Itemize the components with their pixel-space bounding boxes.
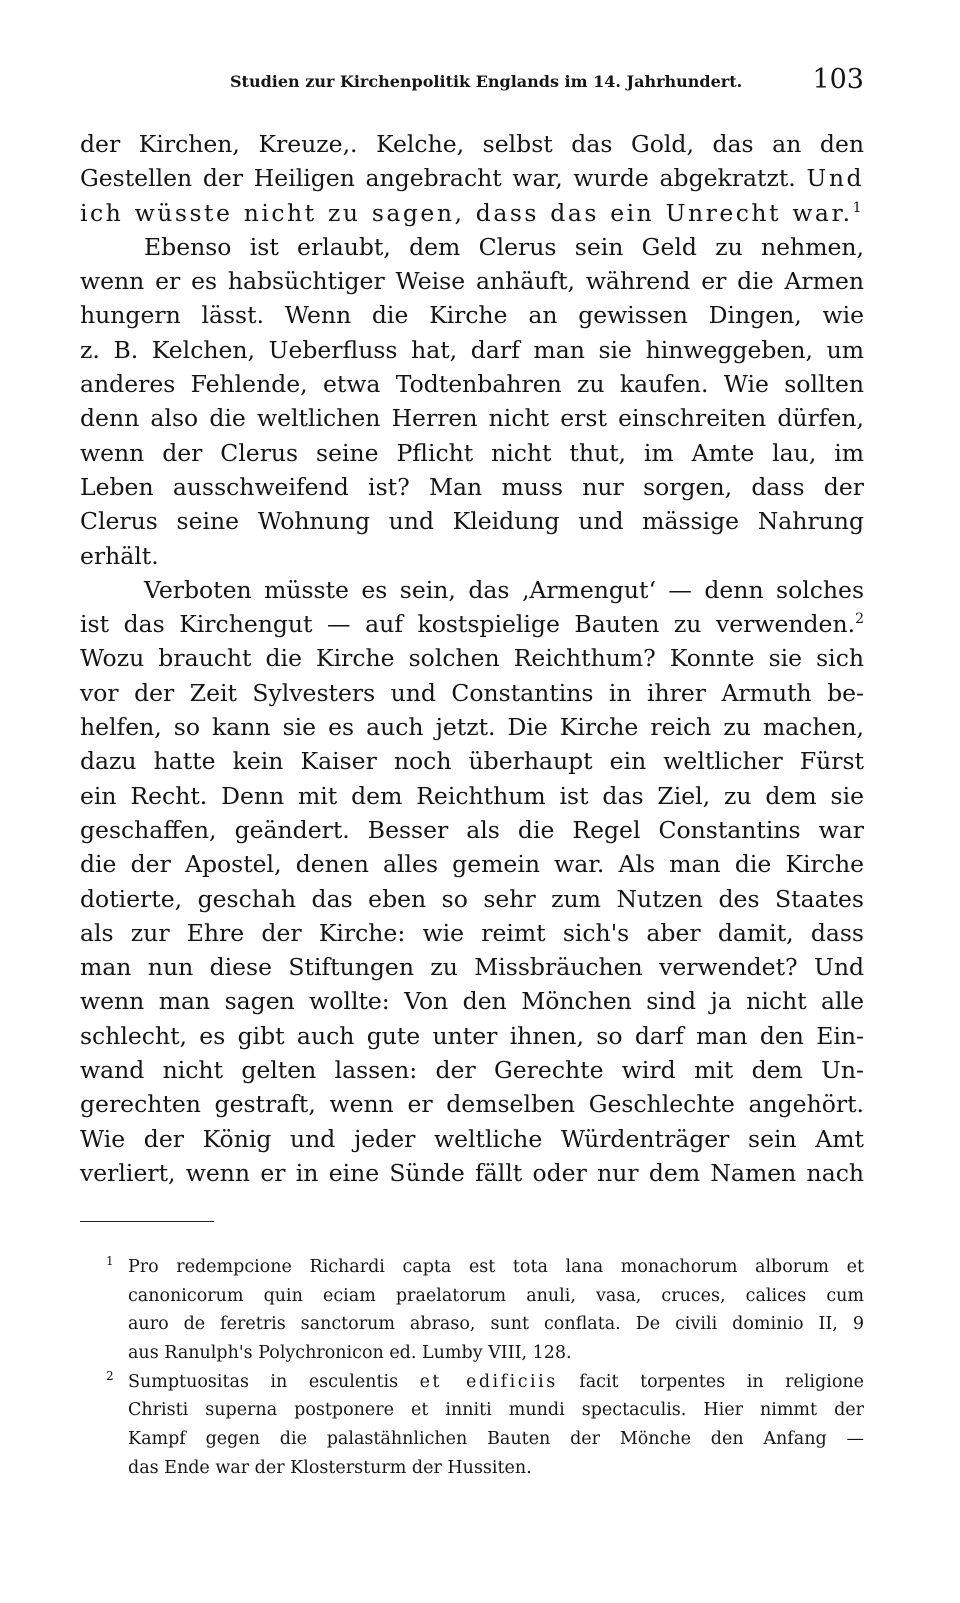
text-line: wenn er es habsüchtiger Weise anhäuft, während er die Armen (80, 267, 864, 296)
text-line: wand nicht gelten lassen: der Gerechte wird mit dem Un- (80, 1056, 864, 1085)
text-line: ein Recht. Denn mit dem Reichthum ist das Ziel, zu dem sie (80, 781, 864, 810)
main-text (80, 127, 864, 1190)
emphasized-text: et edificiis (419, 1371, 558, 1392)
text-line: anderes Fehlende, etwa Todtenbahren zu kaufen. Wie sollten (80, 370, 864, 399)
text-line: der Kirchen, Kreuze,. Kelche, selbst das Gold, das an den (80, 130, 864, 158)
footnote-line: Christi superna postponere et inniti mundi spectaculis. Hier nimmt der (128, 1400, 864, 1421)
text-line: man nun diese Stiftungen zu Missbräuchen verwendet? Und (80, 953, 864, 982)
text-line: wenn der Clerus seine Pflicht nicht thut, im Amte lau, im (80, 438, 864, 467)
text-line: Wie der König und jeder weltliche Würdenträger sein Amt (80, 1124, 864, 1153)
footnote-line: Kampf gegen die palastähnlichen Bauten der Mönche den Anfang — (128, 1429, 864, 1450)
text-line: dazu hatte kein Kaiser noch überhaupt ein weltlicher Fürst (80, 747, 864, 776)
footnote-text: Sumptuositas in esculentis (128, 1371, 420, 1392)
footnote-line: auro de feretris sanctorum abraso, sunt conflata. De civili dominio II, 9 (128, 1314, 864, 1335)
emphasized-text: ich wüsste nicht zu sagen, dass das ein Unrecht war. (80, 198, 853, 227)
emphasized-text: Und (806, 164, 864, 193)
footnotes (80, 1253, 864, 1483)
page-number: 103 (812, 64, 864, 95)
text-line: Clerus seine Wohnung und Kleidung und mässige Nahrung (80, 507, 864, 536)
text-line: die der Apostel, denen alles gemein war. Als man die Kirche (80, 850, 864, 879)
footnote-line: canonicorum quin eciam praelatorum anuli, vasa, cruces, calices cum (128, 1285, 864, 1306)
text-line (80, 196, 864, 230)
text-line: vor der Zeit Sylvesters und Constantins in ihrer Armuth be- (80, 678, 864, 707)
text-fragment: Gestellen der Heiligen angebracht war, wurde abgekratzt. (80, 164, 807, 193)
text-line: schlecht, es gibt auch gute unter ihnen, so darf man den Ein- (80, 1021, 864, 1050)
text-fragment: ist das Kirchengut — auf kostspielige Bauten zu verwenden. (80, 610, 856, 639)
text-line: hungern lässt. Wenn die Kirche an gewissen Dingen, wie (80, 301, 864, 330)
footnote-text: facit torpentes in religione (557, 1371, 864, 1392)
footnote-line: 2 Sumptuositas in esculentis et edificiis facit torpentes in religione (106, 1368, 864, 1392)
footnote-reference: 1 (852, 199, 864, 216)
text-line: helfen, so kann sie es auch jetzt. Die Kirche reich zu machen, (80, 713, 864, 742)
text-line: Leben ausschweifend ist? Man muss nur sorgen, dass der (80, 472, 864, 501)
text-line: dotierte, geschah das eben so sehr zum Nutzen des Staates (80, 884, 864, 913)
footnote-reference: 2 (855, 611, 864, 628)
footnote-line: aus Ranulph's Polychronicon ed. Lumby VIII, 128. (128, 1343, 572, 1364)
running-header (80, 64, 864, 100)
paragraph-end-line: erhält. (80, 541, 159, 570)
text-line: als zur Ehre der Kirche: wie reimt sich's aber damit, dass (80, 918, 864, 947)
text-line: verliert, wenn er in eine Sünde fällt oder nur dem Namen nach (80, 1158, 864, 1187)
text-line: denn also die weltlichen Herren nicht erst einschreiten dürfen, (80, 404, 864, 433)
text-line: gerechten gestraft, wenn er demselben Geschlechte angehört. (80, 1090, 864, 1119)
text-line: geschaffen, geändert. Besser als die Regel Constantins war (80, 815, 864, 844)
footnote-separator (80, 1221, 214, 1222)
text-line (80, 607, 864, 641)
paragraph-start-line: Ebenso ist erlaubt, dem Clerus sein Geld zu nehmen, (144, 232, 864, 261)
text-line: wenn man sagen wollte: Von den Mönchen sind ja nicht alle (80, 987, 864, 1016)
text-line: z. B. Kelchen, Ueberfluss hat, darf man sie hinweggeben, um (80, 335, 864, 364)
text-line: Wozu braucht die Kirche solchen Reichthum? Konnte sie sich (80, 644, 864, 673)
footnote-line: 1 Pro redempcione Richardi capta est tota lana monachorum alborum et (106, 1254, 864, 1277)
footnote-line: das Ende war der Klostersturm der Hussiten. (128, 1457, 532, 1478)
paragraph-start-line: Verboten müsste es sein, das ‚Armengut‘ — denn solches (144, 575, 864, 604)
text-line (80, 161, 864, 195)
running-title: Studien zur Kirchenpolitik Englands im 14. Jahrhundert. (230, 72, 743, 91)
footnote-text: Pro redempcione Richardi capta est tota lana monachorum alborum et (128, 1257, 864, 1277)
